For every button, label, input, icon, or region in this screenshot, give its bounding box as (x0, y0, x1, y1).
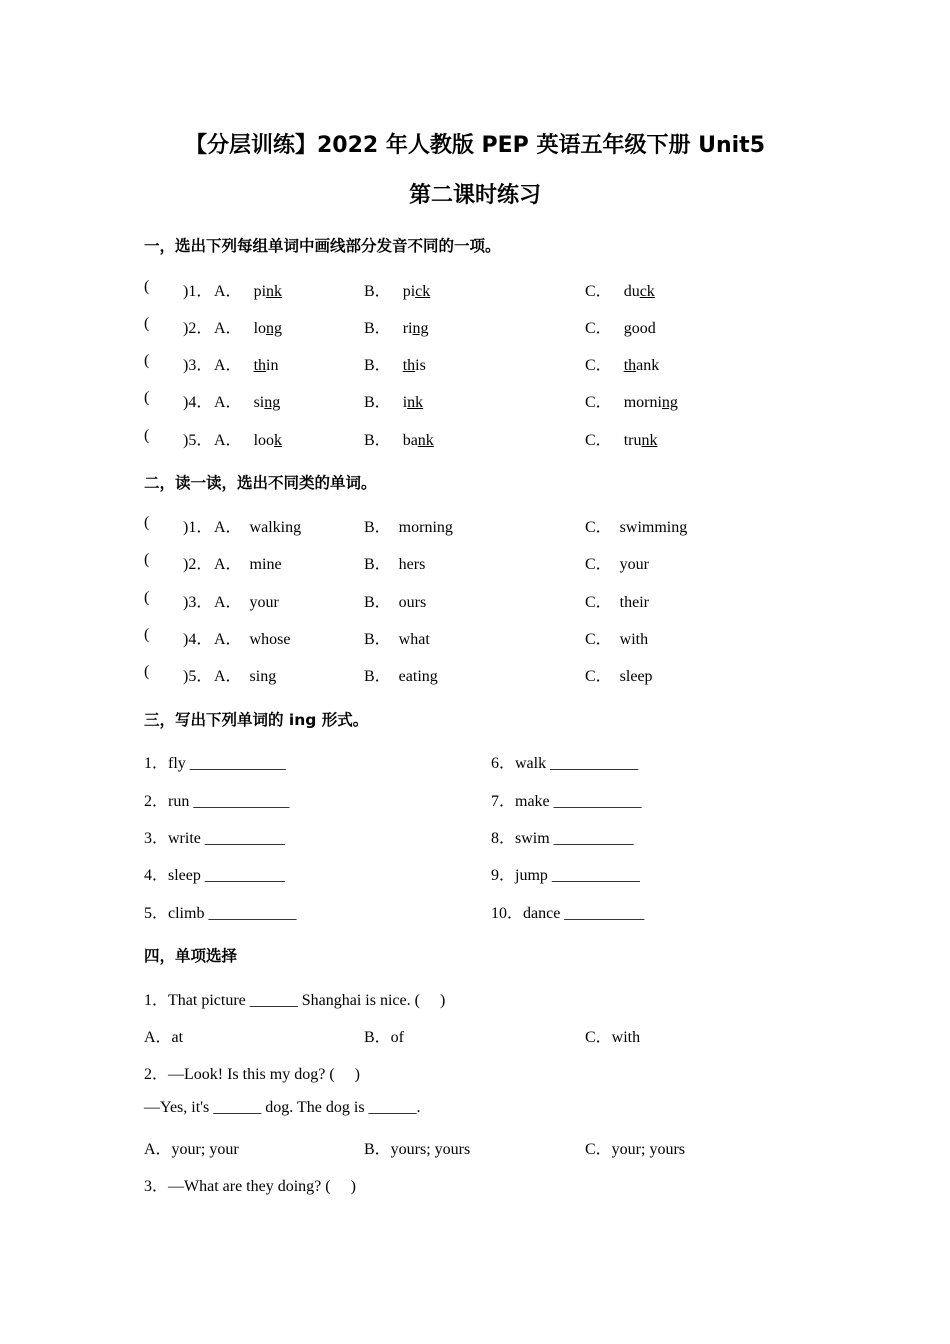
word-item-right: 8．swim __________ (491, 830, 634, 847)
question-number: )4． (183, 394, 213, 411)
word-row (0, 825, 950, 847)
option-underlined-part: th (253, 357, 267, 374)
word-item-left: 2．run ____________ (144, 793, 290, 810)
question-2-text: 2．—Look! Is this my dog? ( ) (144, 1066, 360, 1083)
option-text: is (415, 357, 426, 374)
option-c (585, 315, 656, 338)
option-b: B． what (364, 631, 430, 648)
option-underlined-part: ck (639, 283, 655, 300)
option-text: pi (402, 283, 416, 300)
option-text: in (266, 357, 279, 374)
question-row (0, 278, 950, 300)
option-a (214, 427, 282, 450)
option-a (214, 278, 282, 301)
question-number: )1． (183, 519, 213, 536)
section-3-heading: 三，写出下列单词的 ing 形式。 (144, 711, 369, 729)
option-label: B． (364, 394, 391, 411)
question-number: )2． (183, 320, 213, 337)
section-1-heading: 一，选出下列每组单词中画线部分发音不同的一项。 (144, 237, 501, 255)
question-2 (0, 1061, 950, 1083)
word-item-right: 7．make ___________ (491, 793, 642, 810)
option-text: pi (253, 283, 267, 300)
option-text: loo (253, 432, 275, 449)
question-1 (0, 987, 950, 1009)
option-text: du (623, 283, 640, 300)
option-label: C． (585, 283, 612, 300)
option-underlined-part: th (623, 357, 637, 374)
question-2-options (0, 1136, 950, 1158)
option-c (585, 427, 657, 450)
option-a: A．your; your (144, 1141, 239, 1158)
option-label: C． (585, 432, 612, 449)
word-item-left: 1．fly ____________ (144, 755, 286, 772)
option-underlined-part: ng (264, 394, 281, 411)
question-3-text: 3．—What are they doing? ( ) (144, 1178, 356, 1195)
option-text: ood (631, 320, 656, 337)
option-a (214, 389, 280, 412)
option-text: si (253, 394, 265, 411)
option-c: C．your; yours (585, 1141, 686, 1158)
option-c: C．with (585, 1029, 641, 1046)
option-b (364, 427, 434, 450)
option-b: B． eating (364, 668, 438, 685)
option-label: A． (214, 394, 242, 411)
question-number: )3． (183, 594, 213, 611)
answer-paren: ( (144, 352, 150, 369)
option-label: B． (364, 320, 391, 337)
question-number: )5． (183, 432, 213, 449)
word-row (0, 900, 950, 922)
option-b (364, 352, 426, 375)
word-row (0, 788, 950, 810)
option-underlined-part: nk (407, 394, 424, 411)
word-item-right: 6．walk ___________ (491, 755, 639, 772)
option-c: C． sleep (585, 668, 653, 685)
option-underlined-part: ng (266, 320, 283, 337)
option-b (364, 389, 423, 412)
option-underlined-part: nk (641, 432, 658, 449)
option-c: C． swimming (585, 519, 688, 536)
option-a: A． sing (214, 668, 277, 685)
option-a: A． whose (214, 631, 291, 648)
question-row (0, 663, 950, 685)
question-row (0, 389, 950, 411)
option-underlined-part: ng (412, 320, 429, 337)
option-text: ri (402, 320, 413, 337)
option-label: B． (364, 432, 391, 449)
answer-paren: ( (144, 389, 150, 406)
word-row (0, 750, 950, 772)
answer-paren: ( (144, 427, 150, 444)
option-b: B．yours; yours (364, 1141, 471, 1158)
option-label: A． (214, 357, 242, 374)
option-c: C． with (585, 631, 649, 648)
option-underlined-part: k (274, 432, 283, 449)
word-item-right: 9．jump ___________ (491, 867, 640, 884)
question-3 (0, 1173, 950, 1195)
option-underlined-part: ng (661, 394, 678, 411)
option-underlined-part: nk (417, 432, 434, 449)
option-text: i (402, 394, 408, 411)
word-row (0, 862, 950, 884)
option-underlined-part: g (623, 320, 632, 337)
option-a: A．at (144, 1029, 184, 1046)
answer-paren: ( (144, 589, 150, 606)
question-1-options (0, 1024, 950, 1046)
question-2-text-2: —Yes, it's ______ dog. The dog is ______. (144, 1099, 421, 1116)
option-c (585, 278, 655, 301)
option-b: B．of (364, 1029, 405, 1046)
option-underlined-part: ck (415, 283, 431, 300)
option-label: A． (214, 283, 242, 300)
option-label: A． (214, 432, 242, 449)
title-line-1: 【分层训练】2022 年人教版 PEP 英语五年级下册 Unit5 (184, 133, 766, 158)
answer-paren: ( (144, 626, 150, 643)
word-item-left: 4．sleep __________ (144, 867, 285, 884)
option-b: B． morning (364, 519, 453, 536)
question-row (0, 315, 950, 337)
question-row (0, 427, 950, 449)
question-number: )3． (183, 357, 213, 374)
option-c (585, 389, 678, 412)
option-b (364, 315, 428, 338)
option-c: C． your (585, 556, 650, 573)
option-b (364, 278, 430, 301)
question-row (0, 352, 950, 374)
option-a (214, 315, 282, 338)
option-underlined-part: th (402, 357, 416, 374)
question-1-text: 1．That picture ______ Shanghai is nice. ( ) (144, 992, 446, 1009)
question-number: )5． (183, 668, 213, 685)
option-label: B． (364, 357, 391, 374)
question-number: )1． (183, 283, 213, 300)
question-number: )2． (183, 556, 213, 573)
answer-paren: ( (144, 315, 150, 332)
word-item-right: 10．dance __________ (491, 905, 645, 922)
option-c (585, 352, 659, 375)
question-row (0, 589, 950, 611)
answer-paren: ( (144, 663, 150, 680)
option-c: C． their (585, 594, 649, 611)
option-label: C． (585, 357, 612, 374)
option-a (214, 352, 278, 375)
answer-paren: ( (144, 551, 150, 568)
question-row (0, 514, 950, 536)
option-underlined-part: nk (266, 283, 283, 300)
option-label: C． (585, 320, 612, 337)
question-2-line-2 (0, 1099, 950, 1121)
option-b: B． hers (364, 556, 426, 573)
option-text: morni (623, 394, 662, 411)
option-b: B． ours (364, 594, 427, 611)
option-text: ank (636, 357, 660, 374)
question-number: )4． (183, 631, 213, 648)
option-label: A． (214, 320, 242, 337)
option-a: A． mine (214, 556, 282, 573)
answer-paren: ( (144, 278, 150, 295)
word-item-left: 5．climb ___________ (144, 905, 297, 922)
title-line-2: 第二课时练习 (408, 183, 541, 208)
question-row (0, 551, 950, 573)
option-text: ba (402, 432, 418, 449)
option-text: tru (623, 432, 642, 449)
section-4-heading: 四，单项选择 (144, 947, 238, 965)
answer-paren: ( (144, 514, 150, 531)
question-row (0, 626, 950, 648)
option-label: B． (364, 283, 391, 300)
word-item-left: 3．write __________ (144, 830, 285, 847)
section-2-heading: 二，读一读，选出不同类的单词。 (144, 474, 377, 492)
option-a: A． your (214, 594, 279, 611)
option-a: A． walking (214, 519, 302, 536)
option-text: lo (253, 320, 267, 337)
option-label: C． (585, 394, 612, 411)
